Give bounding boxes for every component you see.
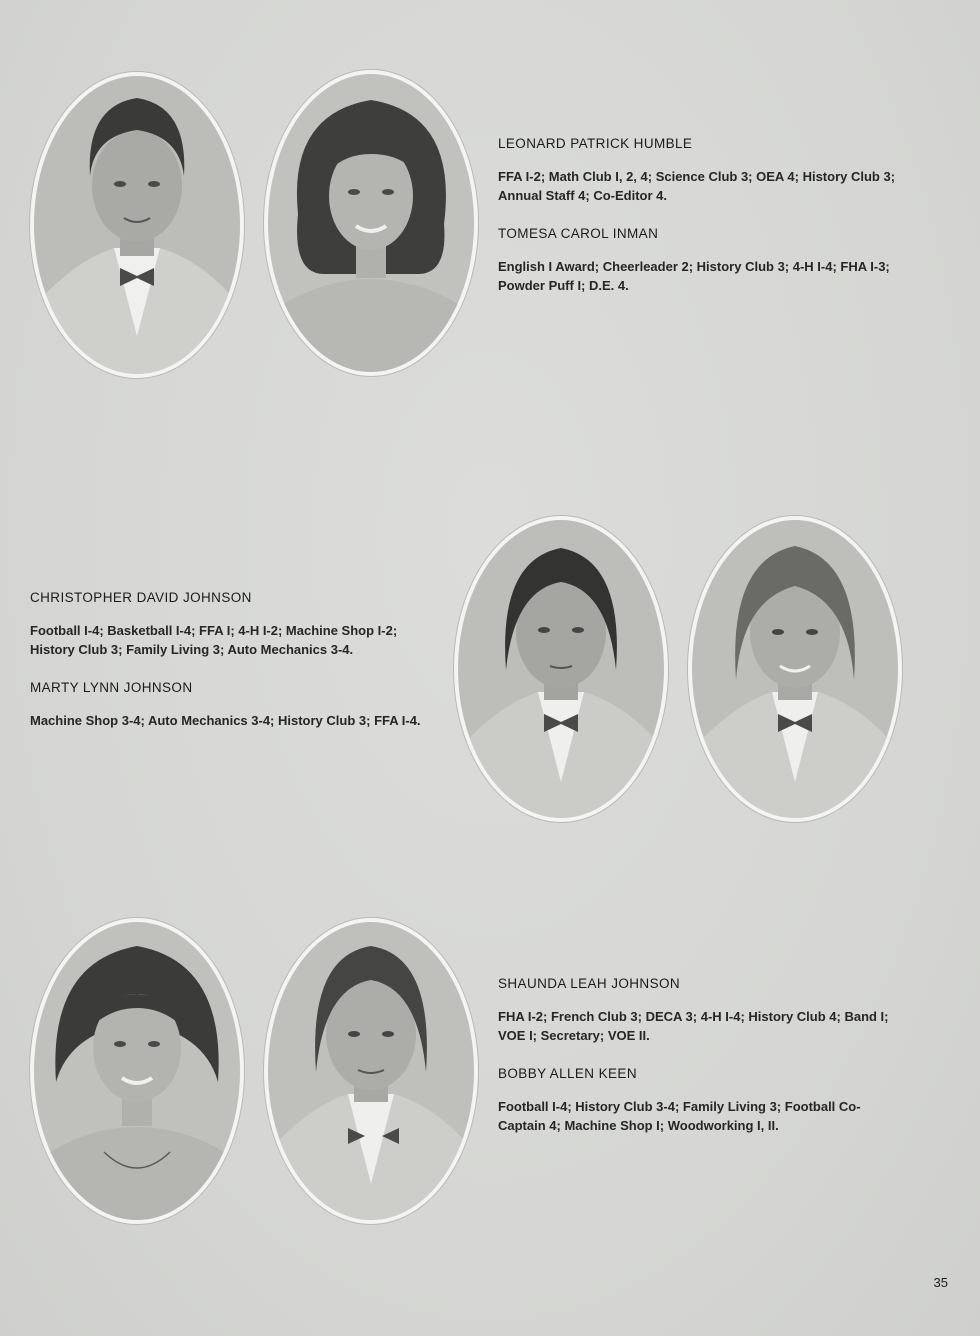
student-name: MARTY LYNN JOHNSON	[30, 680, 193, 695]
student-name: SHAUNDA LEAH JOHNSON	[498, 976, 681, 991]
bio-bobby-keen	[498, 1066, 904, 1135]
portrait-tomesa-inman	[264, 70, 478, 376]
portrait-christopher-johnson	[454, 516, 668, 822]
bio-tomesa-inman	[498, 226, 904, 295]
bio-marty-johnson	[30, 680, 440, 730]
student-name: LEONARD PATRICK HUMBLE	[498, 136, 693, 151]
portrait-bobby-keen	[264, 918, 478, 1224]
portrait-shaunda-johnson	[30, 918, 244, 1224]
student-activities: Football I-4; Basketball I-4; FFA I; 4-H I-2; Machine Shop I-2; History Club 3; Family Living 3; Auto Mechanics 3-4.	[30, 623, 398, 657]
student-name: CHRISTOPHER DAVID JOHNSON	[30, 590, 252, 605]
bio-christopher-johnson	[30, 590, 440, 659]
student-activities: Football I-4; History Club 3-4; Family Living 3; Football Co-Captain 4; Machine Shop I; Woodworking I, II.	[498, 1099, 861, 1133]
bio-leonard-humble	[498, 136, 904, 205]
student-activities: English I Award; Cheerleader 2; History Club 3; 4-H I-4; FHA I-3; Powder Puff I; D.E. 4.	[498, 259, 890, 293]
portrait-leonard-humble	[30, 72, 244, 378]
student-activities: Machine Shop 3-4; Auto Mechanics 3-4; History Club 3; FFA I-4.	[30, 713, 421, 728]
page-number: 35	[933, 1275, 948, 1290]
student-activities: FHA I-2; French Club 3; DECA 3; 4-H I-4; History Club 4; Band I; VOE I; Secretary; VOE II.	[498, 1009, 889, 1043]
student-activities: FFA I-2; Math Club I, 2, 4; Science Club 3; OEA 4; History Club 3; Annual Staff 4; Co-Editor 4.	[498, 169, 896, 203]
portrait-marty-johnson	[688, 516, 902, 822]
bio-shaunda-johnson	[498, 976, 904, 1045]
student-name: TOMESA CAROL INMAN	[498, 226, 659, 241]
student-name: BOBBY ALLEN KEEN	[498, 1066, 637, 1081]
